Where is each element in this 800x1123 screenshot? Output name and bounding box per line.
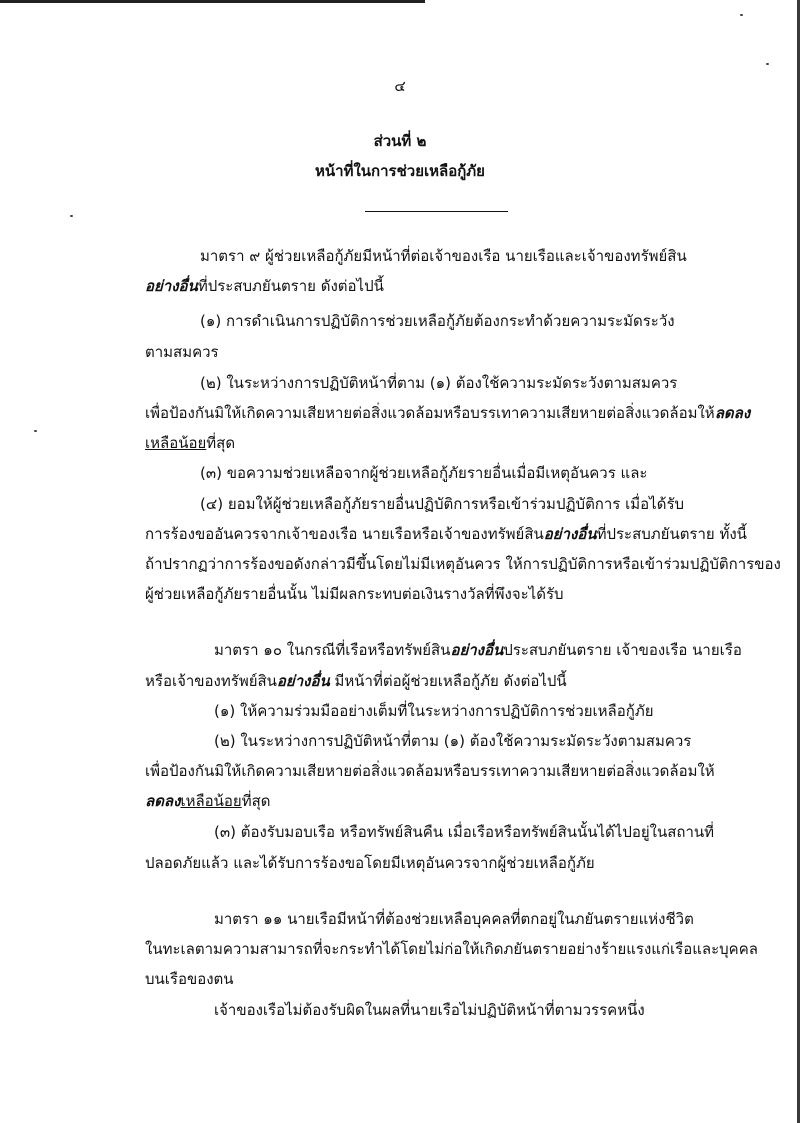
section-9-item-4-cont: ผู้ช่วยเหลือกู้ภัยรายอื่นนั้น ไม่มีผลกระทบต่อเงินรางวัลที่พึงจะได้รับ (145, 585, 564, 603)
page-number: ๔ (394, 77, 406, 95)
section-9-line: มาตรา ๙ ผู้ช่วยเหลือกู้ภัยมีหน้าที่ต่อเจ้าของเรือ นายเรือและเจ้าของทรัพย์สิน (200, 247, 687, 265)
underlined-text: เหลือน้อย (145, 434, 207, 452)
section-9-item-2-cont: เพื่อป้องกันมิให้เกิดความเสียหายต่อสิ่งแวดล้อมหรือบรรเทาความเสียหายต่อสิ่งแวดล้อมให้ลดลง (145, 404, 751, 422)
underlined-text: เหลือน้อย (180, 792, 242, 810)
section-9-item-2-cont: เหลือน้อยที่สุด (145, 434, 236, 452)
emphasis: อย่างอื่น (543, 525, 597, 543)
emphasis: อย่างอื่น (450, 641, 504, 659)
scan-speck (34, 430, 37, 432)
section-10-item-1: (๑) ให้ความร่วมมืออย่างเต็มที่ในระหว่างการปฏิบัติการช่วยเหลือกู้ภัย (214, 702, 654, 720)
emphasis: อย่างอื่น (145, 277, 198, 295)
scan-top-edge (0, 0, 425, 3)
emphasis: ลดลง (714, 404, 751, 422)
section-11-paragraph-2: เจ้าของเรือไม่ต้องรับผิดในผลที่นายเรือไม่ปฏิบัติหน้าที่ตามวรรคหนึ่ง (214, 1001, 645, 1019)
section-10-item-2: (๒) ในระหว่างการปฏิบัติหน้าที่ตาม (๑) ต้องใช้ความระมัดระวังตามสมควร (214, 732, 692, 750)
section-11-line: บนเรือของตน (145, 970, 234, 988)
section-9-item-1: (๑) การดำเนินการปฏิบัติการช่วยเหลือกู้ภัยต้องกระทำด้วยความระมัดระวัง (200, 312, 675, 330)
scan-speck (70, 215, 73, 217)
heading-divider (365, 211, 508, 212)
section-10-item-2-cont: ลดลงเหลือน้อยที่สุด (145, 792, 271, 810)
section-9-item-4-cont: การร้องขออันควรจากเจ้าของเรือ นายเรือหรือเจ้าของทรัพย์สินอย่างอื่นที่ประสบภยันตราย ทั้งนี้ (145, 525, 747, 543)
section-9-item-4: (๔) ยอมให้ผู้ช่วยเหลือกู้ภัยรายอื่นปฏิบัติการหรือเข้าร่วมปฏิบัติการ เมื่อได้รับ (200, 495, 685, 513)
scan-speck (740, 14, 743, 16)
section-10-line: มาตรา ๑๐ ในกรณีที่เรือหรือทรัพย์สินอย่างอื่นประสบภยันตราย เจ้าของเรือ นายเรือ (214, 641, 742, 659)
section-9-item-2: (๒) ในระหว่างการปฏิบัติหน้าที่ตาม (๑) ต้องใช้ความระมัดระวังตามสมควร (200, 374, 678, 392)
section-9-item-1-cont: ตามสมควร (145, 343, 219, 361)
section-11-line: มาตรา ๑๑ นายเรือมีหน้าที่ต้องช่วยเหลือบุคคลที่ตกอยู่ในภยันตรายแห่งชีวิต (214, 910, 694, 928)
section-9-line: อย่างอื่นที่ประสบภยันตราย ดังต่อไปนี้ (145, 277, 384, 295)
section-10-item-3: (๓) ต้องรับมอบเรือ หรือทรัพย์สินคืน เมื่อเรือหรือทรัพย์สินนั้นได้ไปอยู่ในสถานที่ (214, 823, 715, 841)
section-11-line: ในทะเลตามความสามารถที่จะกระทำได้โดยไม่ก่อให้เกิดภยันตรายอย่างร้ายแรงแก่เรือและบุคคล (145, 940, 758, 958)
emphasis: ลดลง (145, 792, 181, 810)
section-10-item-3-cont: ปลอดภัยแล้ว และได้รับการร้องขอโดยมีเหตุอันควรจากผู้ช่วยเหลือกู้ภัย (145, 854, 595, 872)
section-9-item-4-cont: ถ้าปรากฏว่าการร้องขอดังกล่าวมีขึ้นโดยไม่มีเหตุอันควร ให้การปฏิบัติการหรือเข้าร่วมปฏิบัติการของ (145, 555, 781, 573)
scan-speck (766, 63, 769, 65)
section-10-line: หรือเจ้าของทรัพย์สินอย่างอื่น มีหน้าที่ต่อผู้ช่วยเหลือกู้ภัย ดังต่อไปนี้ (145, 672, 567, 690)
page-title: หน้าที่ในการช่วยเหลือกู้ภัย (315, 162, 485, 180)
section-9-item-3: (๓) ขอความช่วยเหลือจากผู้ช่วยเหลือกู้ภัยรายอื่นเมื่อมีเหตุอันควร และ (200, 464, 648, 482)
emphasis: อย่างอื่น (276, 672, 330, 690)
part-number: ส่วนที่ ๒ (373, 132, 427, 150)
section-10-item-2-cont: เพื่อป้องกันมิให้เกิดความเสียหายต่อสิ่งแวดล้อมหรือบรรเทาความเสียหายต่อสิ่งแวดล้อมให้ (145, 762, 715, 780)
